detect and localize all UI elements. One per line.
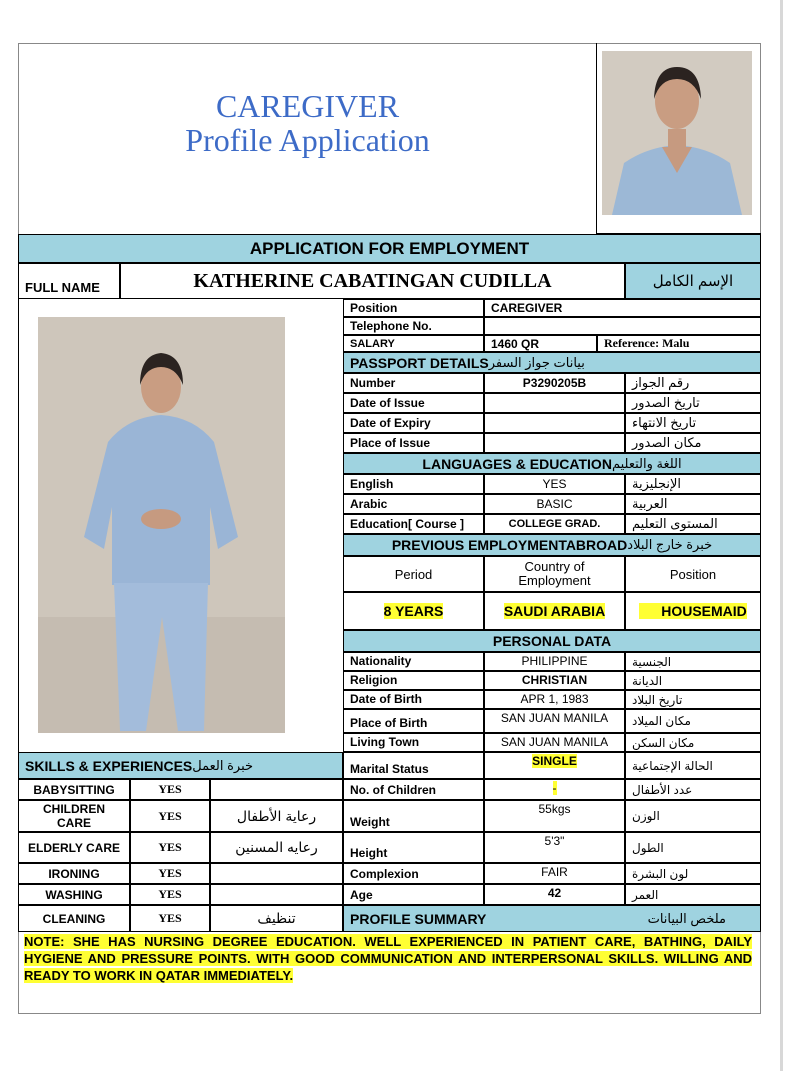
previous-position-cell (625, 592, 761, 630)
personal-row-value: SAN JUAN MANILA (500, 735, 609, 749)
salary-value: 1460 QR (484, 335, 597, 352)
skill-row-ar (210, 779, 343, 800)
headshot-photo (602, 51, 752, 215)
personal-row-label: Date of Birth (343, 690, 484, 709)
summary-header-label: PROFILE SUMMARY (350, 910, 487, 927)
personal-row-ar: الديانة (625, 671, 761, 690)
personal-row-value-cell (484, 800, 625, 832)
skill-row-label: CLEANING (18, 905, 130, 932)
skill-row-label: CHILDREN CARE (18, 800, 130, 832)
passport-row-ar: تاريخ الصدور (625, 393, 761, 413)
skill-row-value: YES (130, 905, 210, 932)
skill-row-label: BABYSITTING (18, 779, 130, 800)
language-row-value: COLLEGE GRAD. (484, 514, 625, 534)
previous-position: HOUSEMAID (639, 603, 747, 619)
languages-header (343, 453, 761, 474)
skill-row-ar (210, 863, 343, 884)
language-row-label: Arabic (343, 494, 484, 514)
skill-row-label: ELDERLY CARE (18, 832, 130, 863)
personal-row-ar: مكان السكن (625, 733, 761, 752)
personal-row-ar: الوزن (625, 800, 761, 832)
personal-row-label: Place of Birth (343, 709, 484, 733)
personal-row-ar: مكان الميلاد (625, 709, 761, 733)
previous-period-cell (343, 592, 484, 630)
personal-row-ar: العمر (625, 884, 761, 905)
language-row-label: English (343, 474, 484, 494)
note-text: NOTE: SHE HAS NURSING DEGREE EDUCATION. WELL EXPERIENCED IN PATIENT CARE, BATHING, DAILY HYGIENE AND PRESSURE POINTS. WITH GOOD COMMUNICATION AND INTERPERSONAL SKILLS. WILLING AND READY TO WORK IN QATAR IMMEDIATELY. (24, 934, 752, 983)
personal-row-value: 55kgs (538, 802, 571, 816)
application-banner: APPLICATION FOR EMPLOYMENT (18, 234, 761, 263)
personal-row-label: No. of Children (343, 779, 484, 800)
language-row-ar: الإنجليزية (625, 474, 761, 494)
skill-row-ar: تنظيف (210, 905, 343, 932)
language-row-ar: المستوى التعليم (625, 514, 761, 534)
personal-row-value-cell (484, 733, 625, 752)
personal-row-value: SAN JUAN MANILA (500, 711, 609, 725)
skill-row-value: YES (130, 779, 210, 800)
passport-header-label: PASSPORT DETAILS (350, 354, 489, 371)
skill-row-value: YES (130, 884, 210, 905)
passport-row-value: P3290205B (484, 373, 625, 393)
passport-row-ar: مكان الصدور (625, 433, 761, 453)
personal-row-value: PHILIPPINE (521, 654, 588, 668)
personal-row-value-cell (484, 690, 625, 709)
salary-label: SALARY (343, 335, 484, 352)
passport-row-ar: رقم الجواز (625, 373, 761, 393)
full-body-photo (38, 317, 285, 733)
personal-row-ar: الحالة الإجتماعية (625, 752, 761, 779)
personal-row-value-cell (484, 652, 625, 671)
previous-col-position: Position (625, 556, 761, 592)
personal-row-value: 5'3" (544, 834, 565, 848)
telephone-label: Telephone No. (343, 317, 484, 335)
personal-row-value-cell (484, 779, 625, 800)
language-row-label: Education[ Course ] (343, 514, 484, 534)
skill-row-label: WASHING (18, 884, 130, 905)
language-row-value: YES (484, 474, 625, 494)
language-row-value: BASIC (484, 494, 625, 514)
personal-row-ar: الطول (625, 832, 761, 863)
personal-row-label: Complexion (343, 863, 484, 884)
personal-row-label: Age (343, 884, 484, 905)
personal-row-value-cell (484, 832, 625, 863)
skill-row-value: YES (130, 832, 210, 863)
personal-row-label: Marital Status (343, 752, 484, 779)
position-value: CAREGIVER (484, 299, 761, 317)
previous-country-cell (484, 592, 625, 630)
passport-row-label: Date of Issue (343, 393, 484, 413)
passport-header-ar: بيانات جواز السفر (488, 354, 585, 370)
personal-row-label: Living Town (343, 733, 484, 752)
personal-row-value: 42 (547, 886, 562, 900)
passport-row-value (484, 393, 625, 413)
previous-col-period: Period (343, 556, 484, 592)
personal-row-value-cell (484, 863, 625, 884)
note-block (24, 933, 752, 984)
previous-header (343, 534, 761, 556)
title-line-2: Profile Application (185, 122, 430, 158)
personal-row-ar: عدد الأطفال (625, 779, 761, 800)
personal-row-ar: تاريخ البلاد (625, 690, 761, 709)
personal-row-value-cell (484, 671, 625, 690)
personal-row-label: Height (343, 832, 484, 863)
previous-country: SAUDI ARABIA (503, 603, 606, 619)
personal-row-value: CHRISTIAN (521, 673, 588, 687)
skill-row-ar: رعايه المسنين (210, 832, 343, 863)
personal-row-label: Weight (343, 800, 484, 832)
personal-row-ar: الجنسية (625, 652, 761, 671)
personal-row-value: - (552, 781, 557, 795)
personal-row-value: APR 1, 1983 (520, 692, 589, 706)
personal-header: PERSONAL DATA (343, 630, 761, 652)
passport-row-label: Date of Expiry (343, 413, 484, 433)
passport-row-label: Number (343, 373, 484, 393)
personal-row-value: FAIR (541, 865, 568, 879)
personal-row-value-cell (484, 752, 625, 779)
languages-header-label: LANGUAGES & EDUCATION (422, 455, 612, 472)
full-name-label: FULL NAME (18, 263, 120, 299)
language-row-ar: العربية (625, 494, 761, 514)
skills-header-ar: خبرة العمل (192, 757, 254, 773)
summary-header-ar: ملخص البيانات (647, 910, 726, 926)
passport-row-value (484, 413, 625, 433)
full-name-value: KATHERINE CABATINGAN CUDILLA (120, 263, 625, 299)
title-line-1: CAREGIVER (215, 88, 400, 124)
telephone-value (484, 317, 761, 335)
personal-row-value-cell (484, 709, 625, 733)
previous-period: 8 YEARS (383, 603, 444, 619)
passport-row-ar: تاريخ الانتهاء (625, 413, 761, 433)
personal-row-label: Nationality (343, 652, 484, 671)
languages-header-ar: اللغة والتعليم (611, 455, 682, 471)
summary-header (343, 905, 761, 932)
reference-value: Reference: Malu (597, 335, 761, 352)
skill-row-label: IRONING (18, 863, 130, 884)
personal-row-ar: لون البشرة (625, 863, 761, 884)
personal-row-value-cell (484, 884, 625, 905)
full-name-label-ar: الإسم الكامل (625, 263, 761, 299)
personal-row-value: SINGLE (532, 754, 577, 768)
position-label: Position (343, 299, 484, 317)
passport-header (343, 352, 761, 373)
personal-row-label: Religion (343, 671, 484, 690)
skill-row-value: YES (130, 800, 210, 832)
previous-col-country: Country of Employment (484, 556, 625, 592)
skills-header (18, 752, 343, 779)
skill-row-ar (210, 884, 343, 905)
previous-header-label: PREVIOUS EMPLOYMENTABROAD (391, 537, 628, 553)
previous-header-ar: خبرة خارج البلاد (627, 537, 713, 552)
skills-header-label: SKILLS & EXPERIENCES (25, 757, 193, 774)
passport-row-label: Place of Issue (343, 433, 484, 453)
right-edge-line (780, 0, 783, 1071)
passport-row-value (484, 433, 625, 453)
skill-row-ar: رعاية الأطفال (210, 800, 343, 832)
skill-row-value: YES (130, 863, 210, 884)
